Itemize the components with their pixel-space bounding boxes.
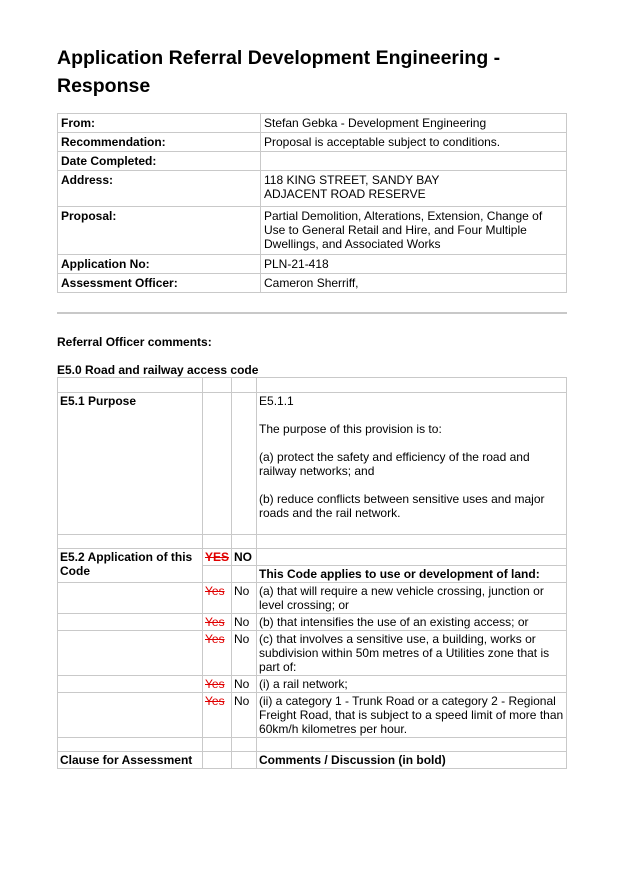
yes-option: Yes — [203, 631, 232, 676]
yes-option: Yes — [203, 614, 232, 631]
application-item-text: (a) that will require a new vehicle crossing, junction or level crossing; or — [257, 583, 567, 614]
purpose-label: E5.1 Purpose — [58, 393, 203, 535]
spacer-row — [58, 535, 567, 549]
page-title: Application Referral Development Engineering - Response — [57, 47, 501, 97]
purpose-row — [58, 393, 567, 535]
section-divider — [57, 312, 567, 314]
from-value: Stefan Gebka - Development Engineering — [261, 114, 567, 133]
address-line-1: 118 KING STREET, SANDY BAY — [264, 173, 440, 187]
assessment-officer-value: Cameron Sherriff, — [261, 274, 567, 293]
purpose-content — [257, 393, 567, 535]
application-item-row — [58, 583, 567, 614]
application-no-value: PLN-21-418 — [261, 255, 567, 274]
application-item-row — [58, 693, 567, 738]
info-row-recommendation — [58, 133, 567, 152]
no-option: No — [232, 676, 257, 693]
application-label: E5.2 Application of this Code — [58, 549, 203, 583]
comments-discussion-label: Comments / Discussion (in bold) — [257, 752, 567, 769]
info-row-date — [58, 152, 567, 171]
application-item-text: (c) that involves a sensitive use, a building, works or subdivision within 50m metres of a Utilities zone that is part of: — [257, 631, 567, 676]
application-no-label: Application No: — [58, 255, 261, 274]
date-completed-label: Date Completed: — [58, 152, 261, 171]
info-row-officer — [58, 274, 567, 293]
recommendation-value: Proposal is acceptable subject to conditions. — [261, 133, 567, 152]
code-heading: E5.0 Road and railway access code — [57, 363, 259, 377]
assessment-header-row — [58, 752, 567, 769]
road-railway-code-table — [57, 377, 567, 769]
assessment-officer-label: Assessment Officer: — [58, 274, 261, 293]
no-header: NO — [232, 549, 257, 566]
spacer-row — [58, 738, 567, 752]
yes-option: Yes — [203, 676, 232, 693]
from-label: From: — [58, 114, 261, 133]
application-item-text: (b) that intensifies the use of an existing access; or — [257, 614, 567, 631]
clause-for-assessment-label: Clause for Assessment — [58, 752, 203, 769]
info-row-address — [58, 171, 567, 207]
yes-option: Yes — [203, 583, 232, 614]
purpose-item-a: (a) protect the safety and efficiency of the road and railway networks; and — [259, 450, 530, 478]
info-row-from — [58, 114, 567, 133]
application-item-row — [58, 676, 567, 693]
application-item-row — [58, 631, 567, 676]
no-option: No — [232, 693, 257, 738]
yes-header: YES — [203, 549, 232, 566]
application-item-text: (i) a rail network; — [257, 676, 567, 693]
code-applies-text: This Code applies to use or development of land: — [257, 566, 567, 583]
info-row-application — [58, 255, 567, 274]
proposal-value: Partial Demolition, Alterations, Extension, Change of Use to General Retail and Hire, and Four Multiple Dwellings, and Associated Works — [261, 207, 567, 255]
application-item-row — [58, 614, 567, 631]
referral-info-table — [57, 113, 567, 293]
purpose-ref: E5.1.1 — [259, 394, 294, 408]
info-row-proposal — [58, 207, 567, 255]
spacer-row — [58, 378, 567, 393]
address-value — [261, 171, 567, 207]
recommendation-label: Recommendation: — [58, 133, 261, 152]
yes-option: Yes — [203, 693, 232, 738]
application-item-text: (ii) a category 1 - Trunk Road or a category 2 - Regional Freight Road, that is subject to a speed limit of more than 60km/h kilometres per hour. — [257, 693, 567, 738]
address-label: Address: — [58, 171, 261, 207]
no-option: No — [232, 631, 257, 676]
purpose-intro: The purpose of this provision is to: — [259, 422, 442, 436]
purpose-item-b: (b) reduce conflicts between sensitive uses and major roads and the rail network. — [259, 492, 545, 520]
address-line-2: ADJACENT ROAD RESERVE — [264, 187, 426, 201]
application-header-row — [58, 549, 567, 566]
no-option: No — [232, 614, 257, 631]
no-option: No — [232, 583, 257, 614]
proposal-label: Proposal: — [58, 207, 261, 255]
date-completed-value — [261, 152, 567, 171]
referral-comments-heading: Referral Officer comments: — [57, 335, 212, 349]
